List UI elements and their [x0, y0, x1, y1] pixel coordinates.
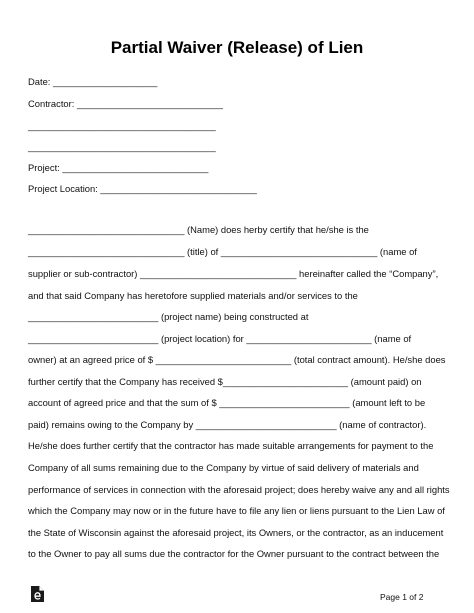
- body-line: paid) remains owing to the Company by ___________________________ (name of contractor).: [28, 419, 427, 430]
- body-line: which the Company may now or in the future have to file any lien or liens pursuant to the Lien Law of: [28, 505, 445, 516]
- body-line: supplier or sub-contractor) ______________________________ hereinafter called the “Company”,: [28, 268, 439, 279]
- body-line: _________________________ (project name) being constructed at: [28, 311, 309, 322]
- body-line: _________________________ (project location) for ________________________ (name of: [28, 333, 412, 344]
- body-line: He/she does further certify that the contractor has made suitable arrangements for payment to the: [28, 440, 434, 451]
- body-line: to the Owner to pay all sums due the contractor for the Owner pursuant to the contract between the: [28, 548, 440, 559]
- body-line: ______________________________ (Name) does herby certify that he/she is the: [28, 224, 369, 235]
- body-line: Company of all sums remaining due to the Company by virtue of said delivery of materials and: [28, 462, 419, 473]
- date-field[interactable]: Date: ____________________: [28, 76, 158, 87]
- project-field[interactable]: Project: ____________________________: [28, 162, 209, 173]
- contractor-field[interactable]: Contractor: ____________________________: [28, 98, 223, 109]
- document-title: Partial Waiver (Release) of Lien: [110, 38, 364, 57]
- page-number: Page 1 of 2: [380, 592, 424, 602]
- body-line: the State of Wisconsin against the aforesaid project, its Owners, or the contractor, as an inducement: [28, 527, 444, 538]
- eforms-logo-icon: [28, 585, 46, 603]
- body-line: further certify that the Company has received $________________________ (amount paid) on: [28, 376, 422, 387]
- project-location-field[interactable]: Project Location: ______________________________: [28, 183, 257, 194]
- body-line: owner) at an agreed price of $ __________________________ (total contract amount). He/she does: [28, 354, 446, 365]
- body-line: performance of services in connection with the aforesaid project; does hereby waive any and all rights: [28, 484, 450, 495]
- body-line: and that said Company has heretofore supplied materials and/or services to the: [28, 290, 358, 301]
- body-line: account of agreed price and that the sum of $ _________________________ (amount left to be: [28, 397, 426, 408]
- contractor-line-3[interactable]: ____________________________________: [28, 141, 216, 152]
- contractor-line-2[interactable]: ____________________________________: [28, 120, 216, 131]
- body-line: ______________________________ (title) of ______________________________ (name of: [28, 246, 417, 257]
